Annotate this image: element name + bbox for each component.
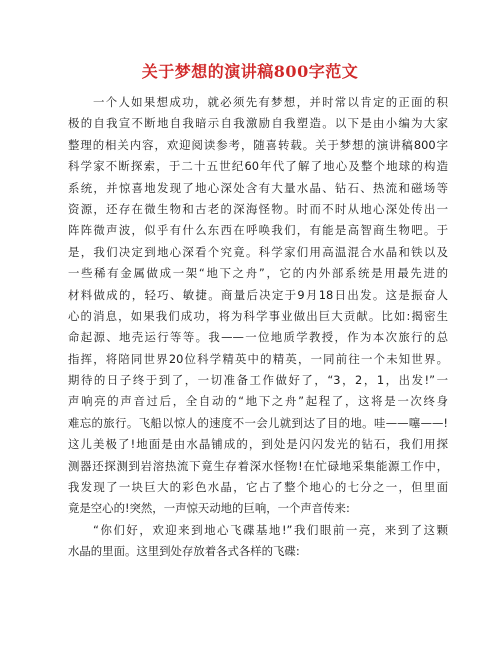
text-line: 声响亮的声音过后，全自动的“地下之舟”起程了，这将是一次终身 [68, 394, 448, 409]
text-line: 是，我们决定到地心深看个究竟。科学家们用高温混合水晶和铁以及 [68, 244, 448, 259]
text-line: 极的自我宣不断地自我暗示自我激励自我塑造。以下是由小编为大家 [68, 116, 448, 131]
text-line: “你们好，欢迎来到地心飞碟基地!”我们眼前一亮，来到了这颗 [93, 522, 448, 537]
text-line: 水晶的里面。这里到处存放着各式各样的飞碟: [68, 544, 300, 559]
text-line: 一个人如果想成功，就必须先有梦想，并时常以肯定的正面的积 [93, 95, 448, 109]
text-line: 阵阵微声波，似乎有什么东西在呼唤我们，有能是高智商生物吧。于 [68, 223, 448, 238]
text-line: 竟是空心的!突然，一声惊天动地的巨响，一个声音传来: [68, 501, 350, 516]
text-line: 命起源、地壳运行等等。我——一位地质学教授，作为本次旅行的总 [68, 330, 448, 345]
text-line: 材料做成的，轻巧、敏捷。商量后决定于9月18日出发。这是振奋人 [68, 287, 448, 302]
text-line: 心的消息，如果我们成功，将为科学事业做出巨大贡献。比如:揭密生 [68, 308, 448, 323]
text-line: 测器还探测到岩溶热流下竟生存着深水怪物!在忙碌地采集能源工作中， [68, 458, 448, 473]
text-line: 指挥，将陪同世界20位科学精英中的精英，一同前往一个未知世界。 [68, 351, 448, 366]
text-line: 这儿美极了!地面是由水晶铺成的，到处是闪闪发光的钻石，我们用探 [68, 437, 448, 452]
document-body [68, 92, 448, 563]
text-line: 系统，并惊喜地发现了地心深处含有大量水晶、钻石、热流和磁场等 [68, 180, 448, 195]
document-title: 关于梦想的演讲稿800字范文 [141, 62, 359, 81]
text-line: 资源，还存在微生物和古老的深海怪物。时而不时从地心深处传出一 [68, 201, 448, 216]
text-line: 难忘的旅行。飞船以惊人的速度不一会儿就到达了目的地。哇——噻——! [68, 415, 448, 430]
text-line: 我发现了一块巨大的彩色水晶，它占了整个地心的七分之一，但里面 [68, 480, 448, 495]
text-line: 整理的相关内容，欢迎阅读参考，随喜转载。关于梦想的演讲稿800字 [68, 137, 448, 152]
text-line: 一些稀有金属做成一架“地下之舟”，它的内外部系统是用最先进的 [68, 266, 448, 281]
text-line: 科学家不断探索，于二十五世纪60年代了解了地心及整个地球的构造 [68, 159, 448, 174]
text-line: 期待的日子终于到了，一切准备工作做好了，“3，2，1，出发!”一 [68, 373, 448, 388]
